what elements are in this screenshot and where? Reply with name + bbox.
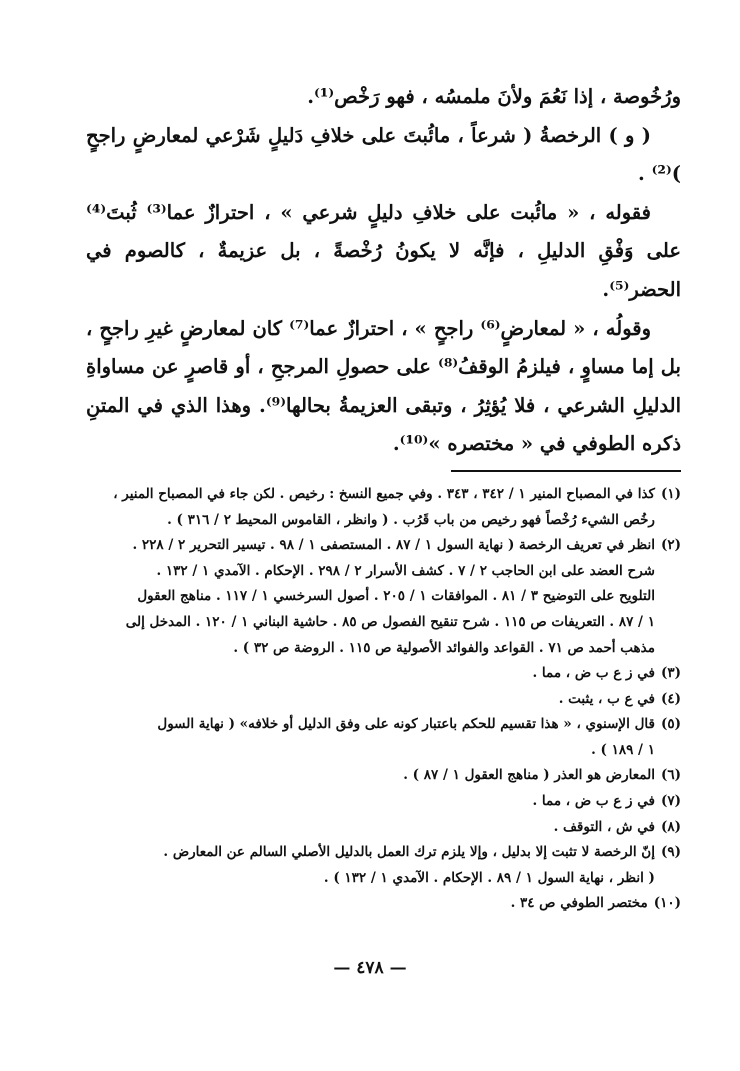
main-paragraph: وقولُه ، « لمعارضٍ⁽⁶⁾ راجحٍ » ، احترازٌ عما⁽⁷⁾ كان لمعارضٍ غيرِ راجحٍ ، بل إما مساوٍ ، فيلزمُ الوقفُ⁽⁸⁾ على حصولِ المرجحِ ، أو قاصرٍ عن مساواةِ الدليلِ الشرعي ، فلا يُؤثِرُ ، وتبقى العزيمةُ بحالها⁽⁹⁾. وهذا الذي في المتنِ ذكره الطوفي في « مختصره »⁽¹⁰⁾. <box>86 316 681 456</box>
footnote-line: انظر في تعريف الرخصة ( نهاية السول ١ / ٨٧ . المستصفى ١ / ٩٨ . تيسير التحرير ٢ / ٢٢٨ . <box>132 537 655 554</box>
footnote-line: إنّ الرخصة لا تثبت إلا بدليل ، وإلا يلزم ترك العمل بالدليل الأصلي السالم عن المعارض . <box>163 844 655 861</box>
footnote-line: ١ / ١٨٩ ) . <box>591 741 655 758</box>
footnote-line: مختصر الطوفي ص ٣٤ . <box>510 895 648 912</box>
footnote-number: (٨) <box>660 818 681 835</box>
footnote-line: قال الإسنوي ، « هذا تقسيم للحكم باعتبار كونه على وفق الدليل أو خلافه» ( نهاية السول <box>157 716 655 733</box>
footnote <box>86 712 681 763</box>
footnote <box>86 687 681 713</box>
footnote-line: المعارض هو العذر ( مناهج العقول ١ / ٨٧ ) . <box>403 767 655 784</box>
footnote-number: (٧) <box>660 793 681 810</box>
main-paragraph: ورُخُوصة ، إذا نَعُمَ ولأنَ ملمسُه ، فهو رَخْص⁽¹⁾. <box>307 85 681 108</box>
footnote <box>86 533 681 661</box>
footnote-line: في ع ب ، يثبت . <box>558 690 655 707</box>
footnotes <box>86 482 681 917</box>
main-paragraph: ( و ) الرخصةُ ( شرعاً ، مائُبتَ على خلافِ دَليلٍ شَرْعي لمعارضٍ راجحٍ )⁽²⁾ . <box>86 123 681 186</box>
footnote-number: (٩) <box>660 844 681 861</box>
footnote-line: في ش ، التوقف . <box>553 818 655 835</box>
footnote-number: (١) <box>660 485 681 502</box>
footnote-line: ١ / ٨٧ . التعريفات ص ١١٥ . شرح تنقيح الفصول ص ٨٥ . حاشية البناني ١ / ١٢٠ . المدخل إلى <box>125 613 655 630</box>
footnote-number: (٢) <box>660 537 681 554</box>
footnote-line: مذهب أحمد ص ٧١ . القواعد والفوائد الأصولية ص ١١٥ . الروضة ص ٣٢ ) . <box>233 639 655 656</box>
footnote-line: رخُص الشيء رُخْصاً فهو رخيص من باب قَرُب . ( وانظر ، القاموس المحيط ٢ / ٣١٦ ) . <box>167 511 655 528</box>
footnote-line: التلويح على التوضيح ٣ / ٨١ . الموافقات ١ / ٢٠٥ . أصول السرخسي ١ / ١١٧ . مناهج العقول <box>137 588 655 605</box>
main-paragraph: فقوله ، « مائُبت على خلافِ دليلٍ شرعي » ، احترازٌ عما⁽³⁾ ثُبتَ⁽⁴⁾ على وَفْقِ الدليلِ ، فإنَّه لا يكونُ رُخْصةً ، بل عزيمةٌ ، كالصوم في الحضر⁽⁵⁾. <box>86 200 681 301</box>
footnote <box>86 789 681 815</box>
footnote-number: (٣) <box>660 665 681 682</box>
footnote <box>86 815 681 841</box>
footnote-line: في ز ع ب ض ، مما . <box>532 665 655 682</box>
footnote-line: كذا في المصباح المنير ١ / ٣٤٢ ، ٣٤٣ . وفي جميع النسخ : رخيص . لكن جاء في المصباح المنير ، <box>113 485 655 502</box>
footnote <box>86 763 681 789</box>
footnote <box>86 840 681 891</box>
footnote-number: (٤) <box>660 690 681 707</box>
page-number: — ٤٧٨ — <box>333 958 407 978</box>
footnote <box>86 891 681 917</box>
footnote-line: ( انظر ، نهاية السول ١ / ٨٩ . الإحكام . الآمدي ١ / ١٣٢ ) . <box>323 869 655 886</box>
main-text <box>86 78 681 464</box>
footnote <box>86 661 681 687</box>
footnote-number: (٦) <box>660 767 681 784</box>
footnote-line: شرح العضد على ابن الحاجب ٢ / ٧ . كشف الأسرار ٢ / ٢٩٨ . الإحكام . الآمدي ١ / ١٣٢ . <box>156 562 655 579</box>
page-content <box>86 78 681 917</box>
footnote <box>86 482 681 533</box>
footnote-number: (٥) <box>660 716 681 733</box>
footnote-divider <box>451 470 681 472</box>
footnote-number: (١٠) <box>653 895 681 912</box>
footnote-line: في ز ع ب ض ، مما . <box>532 793 655 810</box>
